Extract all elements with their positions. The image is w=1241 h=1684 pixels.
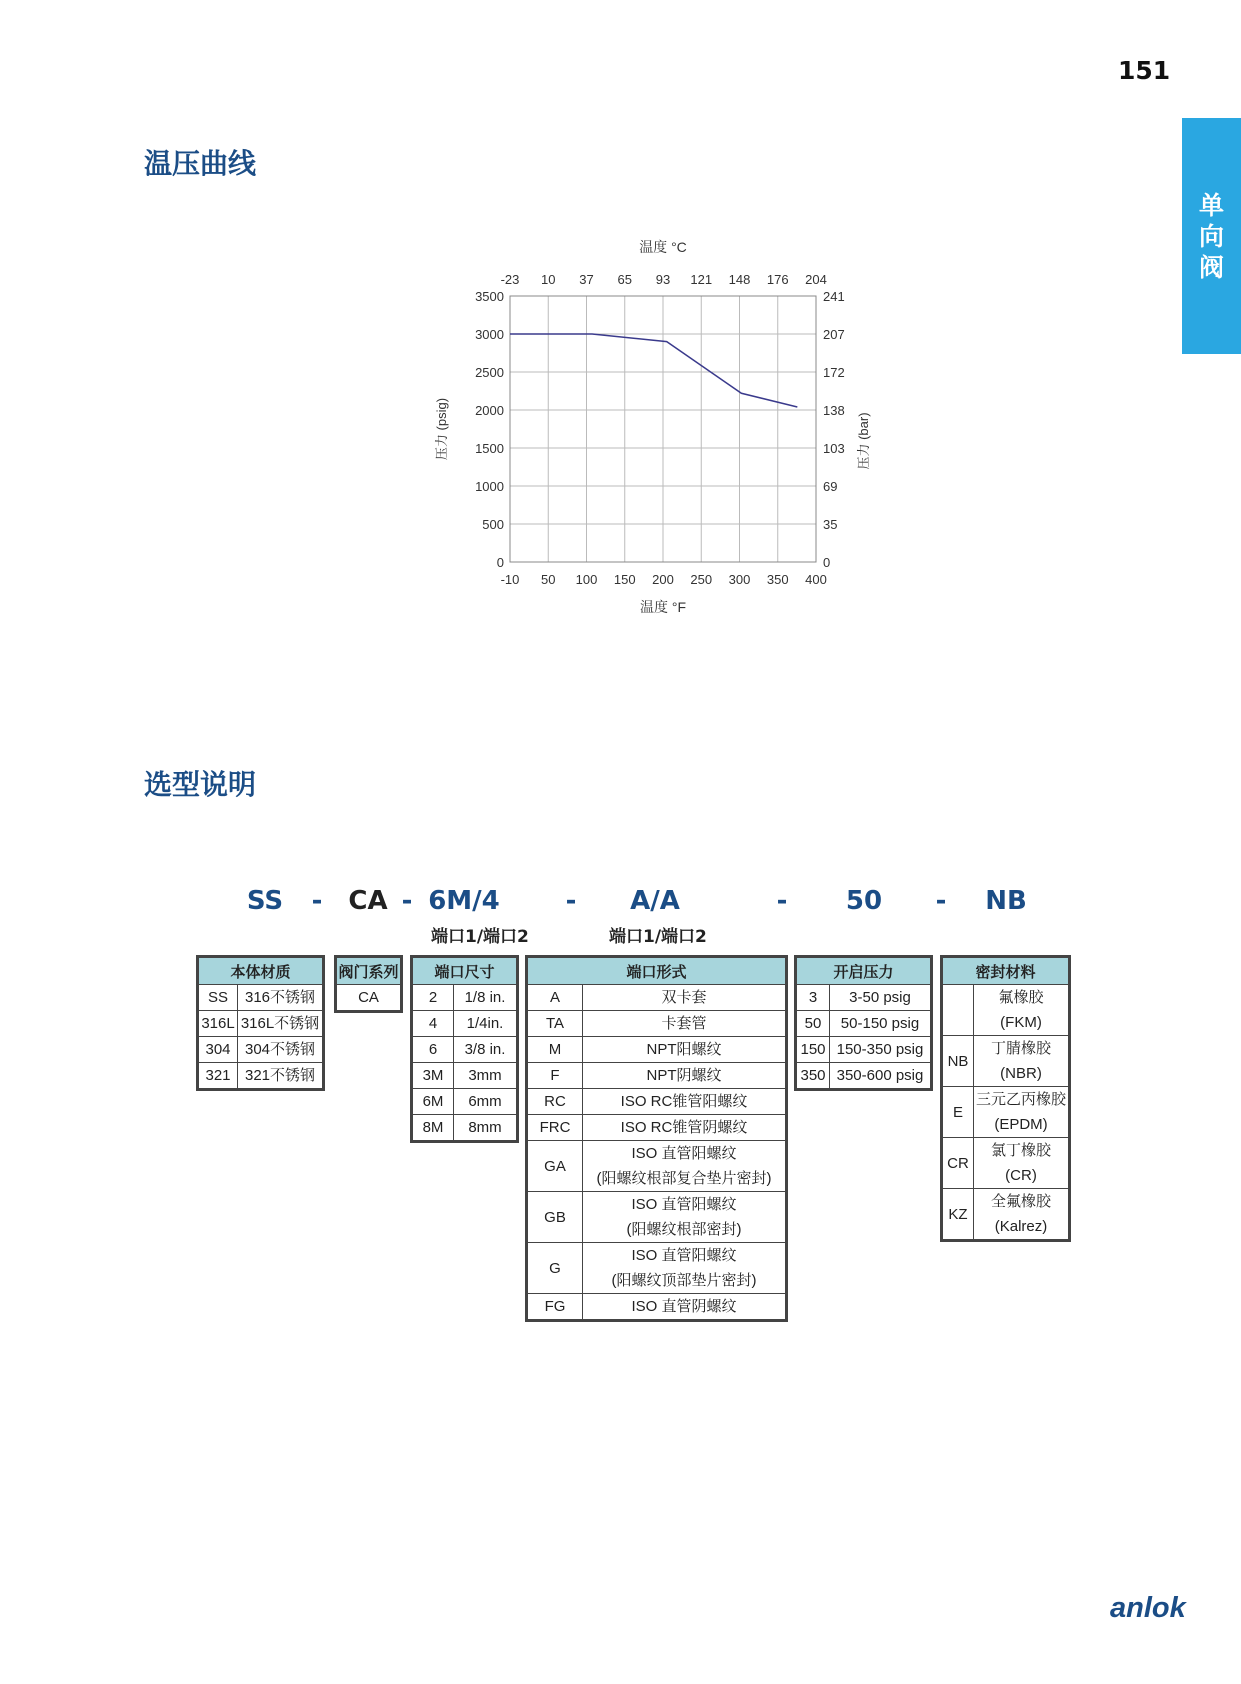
code-cell: FRC	[527, 1115, 583, 1141]
code-cell: SS	[198, 985, 238, 1011]
x-top-tick-label: 204	[805, 272, 827, 287]
chart-section-title: 温压曲线	[144, 147, 257, 180]
x-top-tick-label: 148	[728, 272, 751, 287]
x-tick-label: 150	[613, 572, 636, 587]
desc-cell-note: (阳螺纹根部复合垫片密封)	[583, 1166, 787, 1192]
desc-cell: 丁腈橡胶	[974, 1036, 1070, 1062]
table-row	[412, 1115, 518, 1142]
x-tick-label: 50	[541, 572, 556, 587]
table-row	[412, 1089, 518, 1115]
x-tick-label: 400	[805, 572, 827, 587]
code-seal-material: NB	[985, 886, 1027, 916]
table-title: 阀门系列	[336, 957, 402, 985]
desc-cell-note: (Kalrez)	[974, 1214, 1070, 1241]
y-tick-label: 3500	[475, 289, 504, 304]
table-row	[796, 1011, 932, 1037]
code-cell: 3M	[412, 1063, 454, 1089]
top-axis-title: 温度 °C	[639, 239, 687, 255]
desc-cell: ISO RC锥管阳螺纹	[583, 1089, 787, 1115]
table-row	[942, 1189, 1070, 1215]
code-cell: 8M	[412, 1115, 454, 1142]
desc-cell: 卡套管	[583, 1011, 787, 1037]
code-cell: CA	[336, 985, 402, 1012]
code-dash: -	[935, 886, 947, 916]
table-row	[527, 1115, 787, 1141]
brand-logo: anlok	[1110, 1592, 1186, 1624]
code-cell: 4	[412, 1011, 454, 1037]
y-tick-label: 1500	[475, 441, 504, 456]
table-row	[942, 1036, 1070, 1062]
code-cell: FG	[527, 1294, 583, 1321]
desc-cell: 6mm	[454, 1089, 518, 1115]
y-tick-label: 2000	[475, 403, 504, 418]
desc-cell: 氯丁橡胶	[974, 1138, 1070, 1164]
code-cell: 2	[412, 985, 454, 1011]
table-row	[796, 1037, 932, 1063]
table-row	[527, 1011, 787, 1037]
y-tick-label: 3000	[475, 327, 504, 342]
table-row	[942, 985, 1070, 1011]
port-size-table	[410, 955, 519, 1143]
table-row	[198, 1037, 324, 1063]
y-tick-label: 1000	[475, 479, 504, 494]
desc-cell-note: (FKM)	[974, 1010, 1070, 1036]
table-title: 本体材质	[198, 957, 324, 985]
x-top-tick-label: 121	[690, 272, 713, 287]
table-row	[527, 1141, 787, 1167]
y-right-tick-label: 0	[823, 555, 831, 570]
code-dash: -	[401, 886, 413, 916]
desc-cell-note: (阳螺纹根部密封)	[583, 1217, 787, 1243]
table-row	[412, 1011, 518, 1037]
desc-cell: 50-150 psig	[830, 1011, 932, 1037]
table-row	[198, 1011, 324, 1037]
x-top-tick-label: 10	[541, 272, 556, 287]
table-row	[198, 1063, 324, 1090]
port-type-sub-label: 端口1/端口2	[609, 927, 707, 947]
desc-cell: ISO 直管阴螺纹	[583, 1294, 787, 1321]
code-cell: M	[527, 1037, 583, 1063]
code-cell: 150	[796, 1037, 830, 1063]
code-cell: TA	[527, 1011, 583, 1037]
desc-cell: 321不锈钢	[238, 1063, 324, 1090]
code-cell: NB	[942, 1036, 974, 1087]
desc-cell: 3-50 psig	[830, 985, 932, 1011]
table-title: 端口尺寸	[412, 957, 518, 985]
table-row	[412, 1037, 518, 1063]
y-tick-label: 0	[496, 555, 504, 570]
desc-cell: 316L不锈钢	[238, 1011, 324, 1037]
code-cell	[942, 985, 974, 1036]
code-port-size: 6M/4	[428, 886, 500, 916]
code-cell: 316L	[198, 1011, 238, 1037]
desc-cell: 氟橡胶	[974, 985, 1070, 1011]
code-dash: -	[311, 886, 323, 916]
desc-cell-note: (NBR)	[974, 1061, 1070, 1087]
page-number: 151	[1118, 56, 1171, 85]
desc-cell: 全氟橡胶	[974, 1189, 1070, 1215]
code-cell: 3	[796, 985, 830, 1011]
desc-cell: 8mm	[454, 1115, 518, 1142]
table-row	[527, 1089, 787, 1115]
side-category-tab	[1182, 118, 1241, 354]
code-port-type: A/A	[630, 886, 680, 916]
desc-cell: 304不锈钢	[238, 1037, 324, 1063]
code-dash: -	[776, 886, 788, 916]
side-tab-label: 单 向 阀	[1198, 191, 1224, 282]
x-axis-title: 温度 °F	[639, 599, 687, 615]
y-right-axis-title: 压力 (bar)	[856, 412, 871, 470]
table-row	[527, 1243, 787, 1269]
code-cell: KZ	[942, 1189, 974, 1241]
y-right-tick-label: 138	[823, 403, 845, 418]
desc-cell-note: (阳螺纹顶部垫片密封)	[583, 1268, 787, 1294]
table-title: 密封材料	[942, 957, 1070, 985]
table-row	[796, 985, 932, 1011]
table-row	[942, 1138, 1070, 1164]
pressure-curve	[510, 334, 797, 407]
table-row	[412, 985, 518, 1011]
y-right-tick-label: 172	[823, 365, 845, 380]
y-tick-label: 2500	[475, 365, 504, 380]
table-row	[527, 985, 787, 1011]
code-body-material: SS	[246, 886, 284, 916]
code-cell: A	[527, 985, 583, 1011]
code-cell: F	[527, 1063, 583, 1089]
desc-cell: 三元乙丙橡胶	[974, 1087, 1070, 1113]
code-cell: 6M	[412, 1089, 454, 1115]
table-row	[527, 1294, 787, 1321]
x-top-tick-label: -23	[500, 272, 520, 287]
desc-cell-note: (EPDM)	[974, 1112, 1070, 1138]
y-right-tick-label: 69	[823, 479, 838, 494]
desc-cell: ISO 直管阳螺纹	[583, 1243, 787, 1269]
order-section-title: 选型说明	[144, 768, 257, 801]
x-tick-label: 300	[728, 572, 751, 587]
desc-cell: ISO 直管阳螺纹	[583, 1192, 787, 1218]
code-cell: E	[942, 1087, 974, 1138]
valve-series-table	[334, 955, 403, 1013]
x-tick-label: 350	[766, 572, 789, 587]
table-row	[527, 1037, 787, 1063]
desc-cell: 3mm	[454, 1063, 518, 1089]
body-material-table	[196, 955, 325, 1091]
table-row	[796, 1063, 932, 1090]
port-type-table	[525, 955, 788, 1322]
x-top-tick-label: 37	[579, 272, 594, 287]
temperature-pressure-chart	[420, 228, 900, 628]
code-cell: 350	[796, 1063, 830, 1090]
desc-cell: 1/8 in.	[454, 985, 518, 1011]
desc-cell: ISO 直管阳螺纹	[583, 1141, 787, 1167]
code-cell: CR	[942, 1138, 974, 1189]
desc-cell: 双卡套	[583, 985, 787, 1011]
code-cell: GA	[527, 1141, 583, 1192]
y-axis-title: 压力 (psig)	[434, 397, 449, 461]
desc-cell: NPT阴螺纹	[583, 1063, 787, 1089]
desc-cell-note: (CR)	[974, 1163, 1070, 1189]
desc-cell: 150-350 psig	[830, 1037, 932, 1063]
desc-cell: NPT阳螺纹	[583, 1037, 787, 1063]
code-cracking-pressure: 50	[845, 886, 883, 916]
x-top-tick-label: 176	[766, 272, 789, 287]
code-cell: GB	[527, 1192, 583, 1243]
x-top-tick-label: 65	[617, 272, 632, 287]
cracking-pressure-table	[794, 955, 933, 1091]
table-title: 开启压力	[796, 957, 932, 985]
x-top-tick-label: 93	[655, 272, 671, 287]
desc-cell: ISO RC锥管阴螺纹	[583, 1115, 787, 1141]
y-right-tick-label: 241	[823, 289, 845, 304]
desc-cell: 350-600 psig	[830, 1063, 932, 1090]
code-cell: 50	[796, 1011, 830, 1037]
y-tick-label: 500	[482, 517, 504, 532]
table-row	[942, 1087, 1070, 1113]
desc-cell: 316不锈钢	[238, 985, 324, 1011]
x-tick-label: 250	[690, 572, 713, 587]
table-row	[527, 1192, 787, 1218]
code-dash: -	[565, 886, 577, 916]
code-cell: 304	[198, 1037, 238, 1063]
code-valve-series: CA	[348, 886, 388, 916]
x-tick-label: 200	[652, 572, 674, 587]
table-title: 端口形式	[527, 957, 787, 985]
x-tick-label: 100	[575, 572, 598, 587]
desc-cell: 1/4in.	[454, 1011, 518, 1037]
y-right-tick-label: 35	[823, 517, 838, 532]
code-cell: 6	[412, 1037, 454, 1063]
seal-material-table	[940, 955, 1071, 1242]
code-cell: 321	[198, 1063, 238, 1090]
table-row	[412, 1063, 518, 1089]
y-right-tick-label: 103	[823, 441, 845, 456]
table-row	[198, 985, 324, 1011]
code-cell: G	[527, 1243, 583, 1294]
desc-cell: 3/8 in.	[454, 1037, 518, 1063]
code-cell: RC	[527, 1089, 583, 1115]
y-right-tick-label: 207	[823, 327, 845, 342]
x-tick-label: -10	[500, 572, 520, 587]
table-row	[527, 1063, 787, 1089]
port-size-sub-label: 端口1/端口2	[431, 927, 529, 947]
table-row	[336, 985, 402, 1012]
